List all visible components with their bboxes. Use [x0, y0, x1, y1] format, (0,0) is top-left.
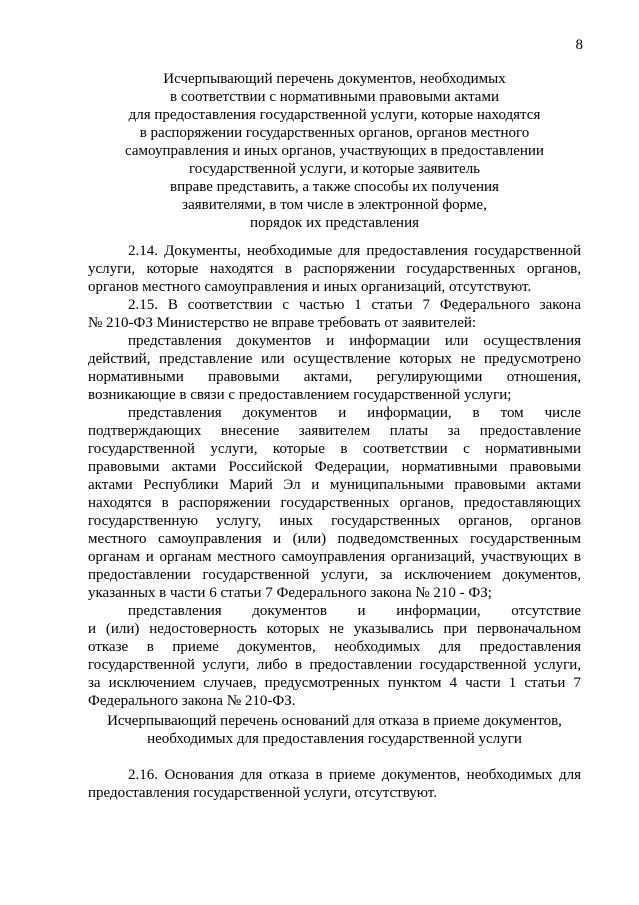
heading-line: в соответствии с нормативными правовыми актами: [169, 89, 499, 105]
paragraph-line: представления документов и информации или осуществления: [128, 333, 581, 349]
paragraph-line: местного самоуправления и (или) подведомственных государственным: [88, 531, 581, 547]
paragraph-line: органам и органам местного самоуправления организаций, участвующих в: [88, 549, 581, 565]
paragraph-line: находятся в распоряжении государственных органов, предоставляющих: [88, 495, 581, 511]
paragraph-line: и (или) недостоверность которых не указывались при первоначальном: [88, 621, 581, 637]
paragraph-line: за исключением случаев, предусмотренных пунктом 4 части 1 статьи 7: [88, 675, 581, 691]
body-text-documents: [88, 242, 581, 710]
paragraph-line: государственную услугу, иных государственных органов, органов: [88, 513, 581, 529]
paragraph-line: предоставлении государственной услуги, за исключением документов,: [88, 567, 581, 583]
paragraph-line: Федерального закона № 210-ФЗ.: [88, 693, 296, 709]
paragraph-line: предоставления государственной услуги, отсутствуют.: [88, 785, 437, 801]
paragraph-line: государственной услуги, либо в предоставлении государственной услуги,: [88, 657, 581, 673]
heading-line: вправе представить, а также способы их получения: [170, 179, 499, 195]
heading-line: самоуправления и иных органов, участвующих в предоставлении: [125, 143, 544, 159]
heading-line: необходимых для предоставления государственной услуги: [147, 731, 522, 747]
paragraph-line: услуги, которые находятся в распоряжении государственных органов,: [88, 261, 581, 277]
paragraph-line: отказе в приеме документов, необходимых для предоставления: [88, 639, 581, 655]
heading-line: Исчерпывающий перечень документов, необходимых: [163, 71, 506, 87]
heading-line: государственной услуги, и которые заявитель: [188, 161, 481, 177]
paragraph-line: представления документов и информации, отсутствие: [128, 603, 581, 619]
paragraph-line: № 210-ФЗ Министерство не вправе требовать от заявителей:: [88, 315, 477, 331]
paragraph-line: 2.15. В соответствии с частью 1 статьи 7 Федерального закона: [128, 297, 581, 313]
paragraph-line: 2.16. Основания для отказа в приеме документов, необходимых для: [128, 767, 581, 783]
heading-line: заявителями, в том числе в электронной форме,: [182, 197, 487, 213]
paragraph-line: государственной услуги, которые в соответствии с нормативными: [88, 441, 581, 457]
paragraph-line: возникающие в связи с предоставлением государственной услуги;: [88, 387, 512, 403]
section-heading-refusal-grounds: [88, 712, 581, 748]
heading-line: в распоряжении государственных органов, органов местного: [139, 125, 530, 141]
paragraph-line: подтверждающих внесение заявителем платы за предоставление: [88, 423, 581, 439]
body-text-refusal-grounds: [88, 766, 581, 802]
section-heading-documents: [88, 70, 581, 232]
paragraph-line: 2.14. Документы, необходимые для предоставления государственной: [128, 243, 581, 259]
paragraph-line: представления документов и информации, в том числе: [128, 405, 581, 421]
paragraph-line: указанных в части 6 статьи 7 Федерального закона № 210 - ФЗ;: [88, 585, 492, 601]
paragraph-line: органов местного самоуправления и иных организаций, отсутствуют.: [88, 279, 532, 295]
paragraph-line: актами Республики Марий Эл и муниципальными правовыми актами: [88, 477, 581, 493]
paragraph-line: правовыми актами Российской Федерации, нормативными правовыми: [88, 459, 581, 475]
paragraph-line: действий, представление или осуществление которых не предусмотрено: [88, 351, 581, 367]
page-number: 8: [575, 37, 583, 53]
heading-line: порядок их представления: [249, 215, 420, 231]
heading-line: для предоставления государственной услуги, которые находятся: [128, 107, 541, 123]
heading-line: Исчерпывающий перечень оснований для отказа в приеме документов,: [107, 713, 562, 729]
paragraph-line: нормативными правовыми актами, регулирующими отношения,: [88, 369, 581, 385]
